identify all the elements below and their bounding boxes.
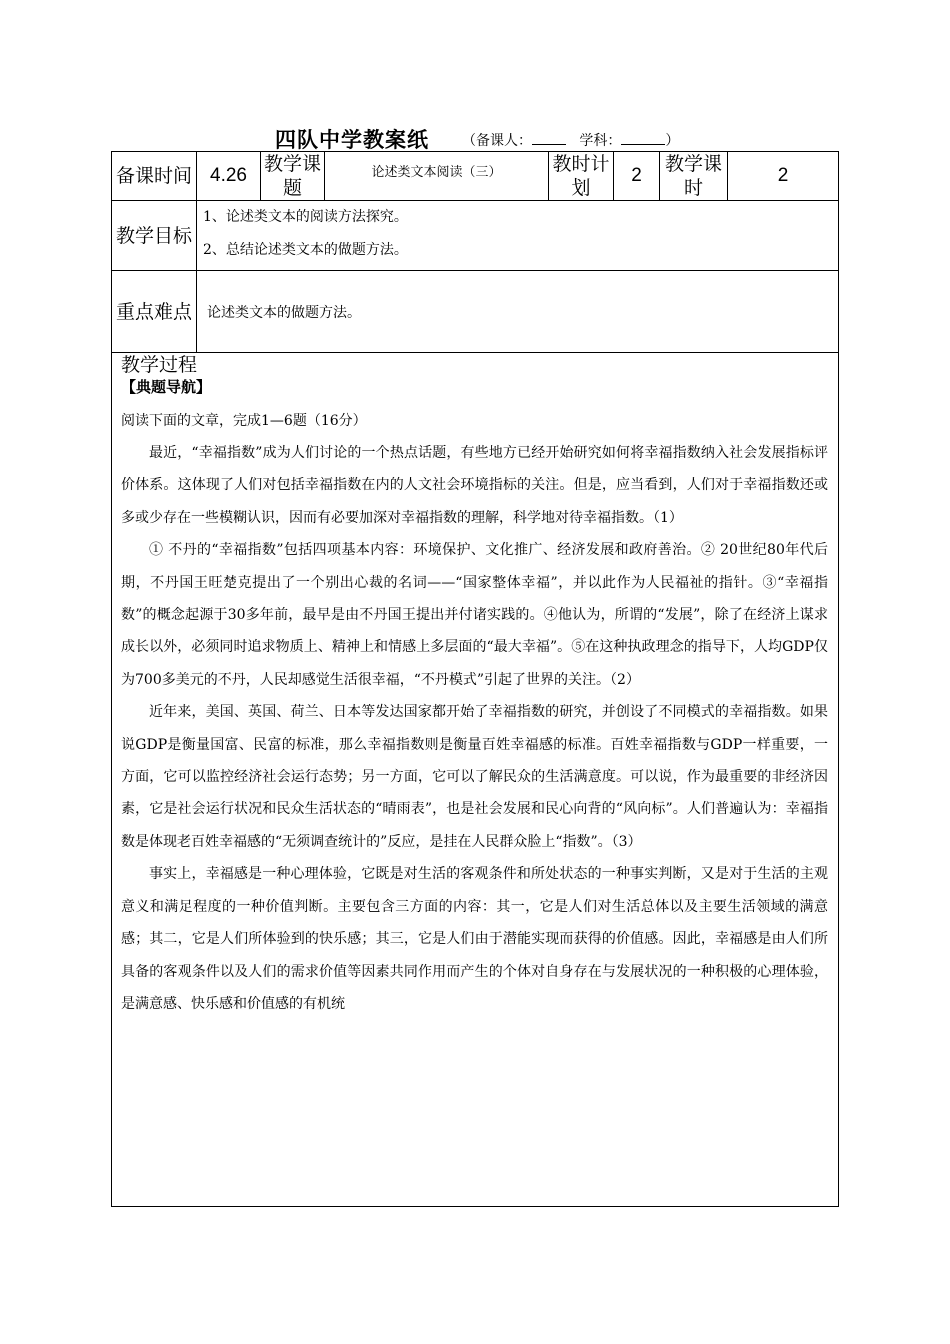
preparer-blank bbox=[532, 130, 566, 145]
key-points-label: 重点难点 bbox=[112, 271, 197, 353]
key-points-row bbox=[112, 271, 839, 353]
key-points-content: 论述类文本的做题方法。 bbox=[197, 271, 839, 353]
close-paren: ） bbox=[665, 133, 680, 149]
preparer-label: （备课人： bbox=[462, 133, 532, 149]
process-row bbox=[112, 353, 839, 1207]
prep-time-label: 备课时间 bbox=[112, 152, 197, 201]
article-paragraph: 事实上，幸福感是一种心理体验，它既是对生活的客观条件和所处状态的一种事实判断，又是对于生活的主观意义和满足程度的一种价值判断。主要包含三方面的内容：其一，它是人们对生活总体以及主要生活领域的满意感；其二，它是人们所体验到的快乐感；其三，它是人们由于潜能实现而获得的价值感。因此，幸福感是由人们所具备的客观条件以及人们的需求价值等因素共同作用而产生的个体对自身存在与发展状况的一种积极的心理体验，是满意感、快乐感和价值感的有机统 bbox=[121, 866, 828, 1012]
article-paragraph: ① 不丹的“幸福指数”包括四项基本内容：环境保护、文化推广、经济发展和政府善治。② 20世纪80年代后期，不丹国王旺楚克提出了一个别出心裁的名词——“国家整体幸福”，并以此作为人民福祉的指针。③“幸福指数”的概念起源于30多年前，最早是由不丹国王提出并付诸实践的。④他认为，所谓的“发展”，除了在经济上谋求成长以外，必须同时追求物质上、精神上和情感上多层面的“最大幸福”。⑤在这种执政理念的指导下，人均GDP仅为700多美元的不丹，人民却感觉生活很幸福，“不丹模式”引起了世界的关注。（2） bbox=[121, 542, 828, 688]
header-meta bbox=[462, 130, 679, 150]
goals-label: 教学目标 bbox=[112, 201, 197, 271]
subject-blank bbox=[621, 130, 665, 145]
goal-item: 1、论述类文本的阅读方法探究。 bbox=[203, 209, 408, 225]
hours-value: 2 bbox=[728, 152, 839, 201]
process-title: 教学过程 bbox=[121, 354, 198, 376]
prep-time-value: 4.26 bbox=[197, 152, 261, 201]
article-paragraph: 近年来，美国、英国、荷兰、日本等发达国家都开始了幸福指数的研究，并创设了不同模式的幸福指数。如果说GDP是衡量国富、民富的标准，那么幸福指数则是衡量百姓幸福感的标准。百姓幸福指数与GDP一样重要，一方面，它可以监控经济社会运行态势；另一方面，它可以了解民众的生活满意度。可以说，作为最重要的非经济因素，它是社会运行状况和民众生活状态的“晴雨表”，也是社会发展和民心向背的“风向标”。人们普遍认为：幸福指数是体现老百姓幸福感的“无须调查统计的”反应，是挂在人民群众脸上“指数”。（3） bbox=[121, 704, 828, 850]
school-title: 四队中学教案纸 bbox=[275, 127, 429, 152]
info-row bbox=[112, 152, 839, 201]
goal-item: 2、总结论述类文本的做题方法。 bbox=[203, 242, 408, 258]
plan-label: 教时计划 bbox=[549, 152, 614, 201]
lesson-plan-table bbox=[111, 151, 839, 1207]
reading-instruction: 阅读下面的文章，完成1—6题（16分） bbox=[121, 413, 367, 429]
subject-label: 学科： bbox=[579, 133, 622, 149]
article-paragraph: 最近，“幸福指数”成为人们讨论的一个热点话题，有些地方已经开始研究如何将幸福指数纳入社会发展指标评价体系。这体现了人们对包括幸福指数在内的人文社会环境指标的关注。但是，应当看到，人们对于幸福指数还或多或少存在一些模糊认识，因而有必要加深对幸福指数的理解，科学地对待幸福指数。（1） bbox=[121, 445, 828, 526]
goals-content bbox=[197, 201, 839, 271]
plan-value: 2 bbox=[614, 152, 660, 201]
process-cell bbox=[112, 353, 839, 1207]
document-header bbox=[0, 124, 950, 154]
hours-label: 教学课时 bbox=[660, 152, 728, 201]
topic-value: 论述类文本阅读（三） bbox=[325, 152, 549, 201]
section-heading: 【典题导航】 bbox=[121, 378, 212, 396]
goals-row bbox=[112, 201, 839, 271]
topic-label: 教学课题 bbox=[261, 152, 325, 201]
